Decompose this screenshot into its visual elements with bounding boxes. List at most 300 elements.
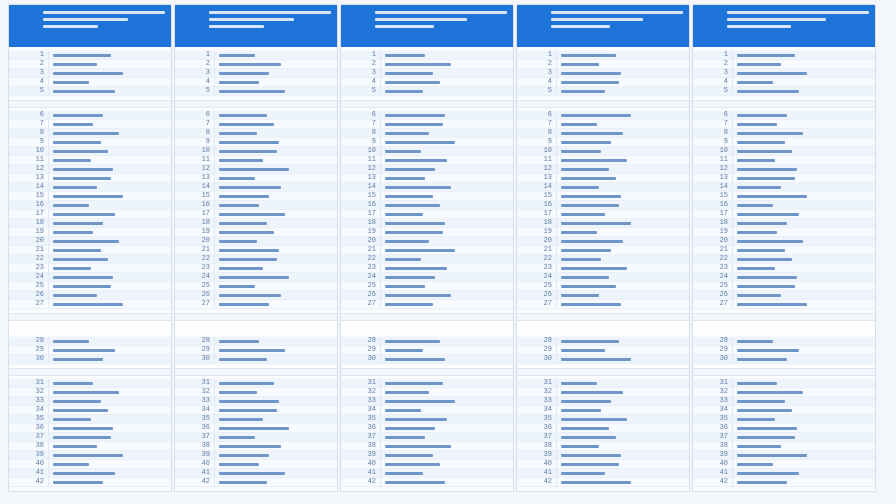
row-value [215,60,337,68]
row-group [693,109,875,311]
table-row[interactable] [341,273,513,282]
table-row[interactable] [693,355,875,364]
table-row[interactable] [9,379,171,388]
table-row[interactable] [175,138,337,147]
row-value-placeholder [737,472,799,475]
row-number: 25 [9,282,49,290]
row-value [733,451,875,459]
table-row[interactable] [9,469,171,478]
row-number: 25 [341,282,381,290]
row-value-placeholder [737,436,795,439]
table-row[interactable] [517,397,689,406]
table-row[interactable] [693,210,875,219]
table-row[interactable] [517,415,689,424]
table-row[interactable] [175,210,337,219]
table-row[interactable] [341,129,513,138]
row-value-placeholder [385,159,447,162]
table-row[interactable] [341,451,513,460]
table-row[interactable] [9,264,171,273]
table-row[interactable] [341,406,513,415]
table-row[interactable] [9,273,171,282]
table-column-5 [692,4,876,492]
table-row[interactable] [517,228,689,237]
row-value [557,282,689,290]
table-row[interactable] [517,300,689,309]
table-row[interactable] [693,237,875,246]
table-row[interactable] [341,415,513,424]
row-value-placeholder [53,285,111,288]
row-number: 19 [693,228,733,236]
table-row[interactable] [693,183,875,192]
table-row[interactable] [517,165,689,174]
table-row[interactable] [9,174,171,183]
row-number: 22 [341,255,381,263]
row-number: 38 [9,442,49,450]
row-number: 34 [175,406,215,414]
table-row[interactable] [517,183,689,192]
row-value [733,51,875,59]
row-number: 40 [341,460,381,468]
row-number: 26 [693,291,733,299]
table-row[interactable] [175,273,337,282]
table-row[interactable] [9,406,171,415]
table-row[interactable] [175,228,337,237]
table-row[interactable] [517,51,689,60]
table-row[interactable] [9,346,171,355]
row-value [215,460,337,468]
table-row[interactable] [175,469,337,478]
table-row[interactable] [9,282,171,291]
table-row[interactable] [341,282,513,291]
table-row[interactable] [693,282,875,291]
table-row[interactable] [175,165,337,174]
row-value [381,346,513,354]
table-row[interactable] [693,60,875,69]
row-value [381,406,513,414]
table-row[interactable] [9,120,171,129]
row-value [49,183,171,191]
table-row[interactable] [175,246,337,255]
table-row[interactable] [693,120,875,129]
table-row[interactable] [9,87,171,96]
table-row[interactable] [341,165,513,174]
table-column-3 [340,4,514,492]
table-row[interactable] [517,219,689,228]
table-row[interactable] [693,379,875,388]
table-row[interactable] [9,415,171,424]
table-row[interactable] [693,129,875,138]
table-row[interactable] [517,478,689,487]
table-row[interactable] [693,264,875,273]
table-row[interactable] [517,291,689,300]
table-row[interactable] [517,424,689,433]
column-header[interactable] [175,5,337,47]
table-row[interactable] [341,346,513,355]
column-header[interactable] [9,5,171,47]
table-row[interactable] [517,78,689,87]
table-row[interactable] [175,282,337,291]
table-row[interactable] [175,69,337,78]
table-row[interactable] [175,51,337,60]
table-row[interactable] [9,424,171,433]
table-row[interactable] [341,210,513,219]
row-value [49,87,171,95]
row-value-placeholder [385,481,445,484]
table-row[interactable] [341,138,513,147]
table-row[interactable] [175,201,337,210]
table-row[interactable] [693,246,875,255]
row-value [381,138,513,146]
table-row[interactable] [341,120,513,129]
table-row[interactable] [175,129,337,138]
table-row[interactable] [9,255,171,264]
table-row[interactable] [693,424,875,433]
table-row[interactable] [693,69,875,78]
table-row[interactable] [341,228,513,237]
table-row[interactable] [175,346,337,355]
table-row[interactable] [9,388,171,397]
row-number: 24 [9,273,49,281]
row-value [215,210,337,218]
table-row[interactable] [9,69,171,78]
table-row[interactable] [175,442,337,451]
table-row[interactable] [9,147,171,156]
table-row[interactable] [175,337,337,346]
table-row[interactable] [9,442,171,451]
table-row[interactable] [175,264,337,273]
table-row[interactable] [9,192,171,201]
row-value [215,174,337,182]
table-row[interactable] [9,460,171,469]
table-row[interactable] [517,138,689,147]
row-number: 3 [175,69,215,77]
table-row[interactable] [517,433,689,442]
table-row[interactable] [693,291,875,300]
table-row[interactable] [175,78,337,87]
row-value-placeholder [53,463,89,466]
table-row[interactable] [341,174,513,183]
table-row[interactable] [341,219,513,228]
table-row[interactable] [9,210,171,219]
table-row[interactable] [517,237,689,246]
row-value [381,156,513,164]
table-row[interactable] [175,379,337,388]
row-number: 37 [693,433,733,441]
row-number: 28 [341,337,381,345]
table-row[interactable] [341,201,513,210]
table-row[interactable] [693,388,875,397]
table-row[interactable] [693,433,875,442]
table-row[interactable] [9,165,171,174]
table-row[interactable] [341,255,513,264]
row-value-placeholder [53,141,101,144]
table-row[interactable] [517,469,689,478]
table-row[interactable] [517,111,689,120]
table-row[interactable] [341,424,513,433]
table-row[interactable] [9,51,171,60]
row-value-placeholder [737,177,795,180]
column-header[interactable] [517,5,689,47]
table-row[interactable] [341,192,513,201]
table-row[interactable] [341,355,513,364]
table-row[interactable] [9,78,171,87]
row-value [215,337,337,345]
table-row[interactable] [9,156,171,165]
table-row[interactable] [517,147,689,156]
table-row[interactable] [175,183,337,192]
table-row[interactable] [517,355,689,364]
row-number: 21 [517,246,557,254]
row-number: 21 [175,246,215,254]
row-number: 32 [175,388,215,396]
table-row[interactable] [517,129,689,138]
table-row[interactable] [175,388,337,397]
table-row[interactable] [341,69,513,78]
row-value-placeholder [219,90,285,93]
table-row[interactable] [517,337,689,346]
table-row[interactable] [175,111,337,120]
table-row[interactable] [9,60,171,69]
table-row[interactable] [341,397,513,406]
table-row[interactable] [517,460,689,469]
column-header[interactable] [341,5,513,47]
row-number: 8 [9,129,49,137]
table-row[interactable] [517,60,689,69]
table-row[interactable] [693,87,875,96]
table-row[interactable] [693,255,875,264]
row-value [215,192,337,200]
row-value [49,147,171,155]
table-row[interactable] [341,51,513,60]
table-row[interactable] [517,87,689,96]
table-row[interactable] [341,237,513,246]
row-number: 10 [517,147,557,155]
row-number: 30 [175,355,215,363]
table-row[interactable] [517,210,689,219]
table-row[interactable] [693,174,875,183]
table-row[interactable] [341,337,513,346]
table-row[interactable] [341,442,513,451]
table-row[interactable] [175,237,337,246]
table-row[interactable] [693,346,875,355]
table-row[interactable] [517,120,689,129]
table-row[interactable] [693,451,875,460]
table-row[interactable] [693,228,875,237]
row-number: 16 [517,201,557,209]
table-row[interactable] [517,282,689,291]
row-value-placeholder [219,294,281,297]
table-row[interactable] [175,255,337,264]
table-row[interactable] [517,346,689,355]
table-row[interactable] [341,460,513,469]
table-row[interactable] [517,255,689,264]
table-row[interactable] [341,300,513,309]
row-value [381,469,513,477]
table-row[interactable] [341,469,513,478]
table-row[interactable] [9,183,171,192]
table-row[interactable] [693,300,875,309]
table-row[interactable] [693,147,875,156]
table-row[interactable] [175,174,337,183]
table-row[interactable] [693,138,875,147]
row-value-placeholder [385,195,433,198]
table-row[interactable] [693,165,875,174]
row-number: 12 [9,165,49,173]
table-row[interactable] [517,201,689,210]
table-row[interactable] [175,478,337,487]
table-row[interactable] [175,291,337,300]
table-row[interactable] [9,300,171,309]
table-row[interactable] [9,228,171,237]
table-row[interactable] [175,120,337,129]
table-row[interactable] [517,406,689,415]
table-row[interactable] [341,156,513,165]
row-number: 10 [175,147,215,155]
table-row[interactable] [341,433,513,442]
row-value-placeholder [385,90,423,93]
table-row[interactable] [341,478,513,487]
row-value [733,147,875,155]
row-number: 13 [341,174,381,182]
table-row[interactable] [517,388,689,397]
row-value [733,174,875,182]
table-row[interactable] [9,219,171,228]
row-value-placeholder [737,258,792,261]
row-value-placeholder [53,177,111,180]
table-row[interactable] [341,183,513,192]
table-row[interactable] [175,60,337,69]
table-row[interactable] [341,111,513,120]
table-row[interactable] [341,246,513,255]
table-row[interactable] [341,78,513,87]
table-row[interactable] [9,337,171,346]
table-row[interactable] [517,69,689,78]
table-row[interactable] [693,51,875,60]
row-number: 26 [341,291,381,299]
table-row[interactable] [693,442,875,451]
table-row[interactable] [517,264,689,273]
table-row[interactable] [693,469,875,478]
row-value-placeholder [219,54,255,57]
table-row[interactable] [341,388,513,397]
table-row[interactable] [517,379,689,388]
table-row[interactable] [693,192,875,201]
table-row[interactable] [175,406,337,415]
table-row[interactable] [341,147,513,156]
table-row[interactable] [175,147,337,156]
table-row[interactable] [9,201,171,210]
row-value-placeholder [53,123,93,126]
table-row[interactable] [175,300,337,309]
table-row[interactable] [9,451,171,460]
row-value-placeholder [385,294,451,297]
row-value-placeholder [561,463,619,466]
row-value-placeholder [53,472,115,475]
row-value [49,273,171,281]
table-row[interactable] [693,478,875,487]
table-row[interactable] [9,138,171,147]
table-row[interactable] [517,451,689,460]
row-number: 17 [693,210,733,218]
table-row[interactable] [693,201,875,210]
row-value-placeholder [219,418,263,421]
row-value [557,273,689,281]
table-row[interactable] [693,337,875,346]
table-row[interactable] [175,87,337,96]
table-row[interactable] [341,291,513,300]
table-row[interactable] [517,273,689,282]
table-row[interactable] [175,397,337,406]
table-row[interactable] [175,355,337,364]
row-number: 30 [9,355,49,363]
table-row[interactable] [175,415,337,424]
row-value-placeholder [385,285,425,288]
table-row[interactable] [9,397,171,406]
row-value [49,282,171,290]
column-header[interactable] [693,5,875,47]
table-row[interactable] [517,174,689,183]
table-row[interactable] [693,397,875,406]
row-value [49,156,171,164]
table-row[interactable] [175,192,337,201]
table-row[interactable] [341,87,513,96]
table-row[interactable] [175,460,337,469]
row-value-placeholder [737,240,803,243]
table-row[interactable] [341,379,513,388]
table-row[interactable] [9,433,171,442]
table-row[interactable] [9,129,171,138]
table-row[interactable] [517,156,689,165]
table-row[interactable] [175,433,337,442]
table-row[interactable] [175,451,337,460]
table-row[interactable] [175,424,337,433]
table-row[interactable] [517,192,689,201]
table-row[interactable] [175,219,337,228]
table-row[interactable] [9,246,171,255]
table-row[interactable] [9,291,171,300]
table-row[interactable] [693,460,875,469]
table-row[interactable] [693,273,875,282]
table-row[interactable] [517,442,689,451]
table-row[interactable] [341,60,513,69]
row-value-placeholder [385,168,435,171]
table-row[interactable] [9,111,171,120]
row-value-placeholder [53,294,97,297]
row-value-placeholder [561,114,631,117]
table-row[interactable] [693,111,875,120]
table-row[interactable] [693,78,875,87]
row-value-placeholder [219,114,267,117]
row-number: 20 [517,237,557,245]
row-value [733,255,875,263]
row-value-placeholder [53,90,115,93]
table-row[interactable] [175,156,337,165]
table-row[interactable] [9,478,171,487]
row-number: 29 [341,346,381,354]
table-row[interactable] [693,219,875,228]
table-row[interactable] [517,246,689,255]
table-row[interactable] [341,264,513,273]
table-row[interactable] [693,156,875,165]
row-number: 18 [341,219,381,227]
table-row[interactable] [693,415,875,424]
row-value [49,264,171,272]
table-row[interactable] [9,237,171,246]
table-row[interactable] [9,355,171,364]
section-divider [341,368,513,376]
table-row[interactable] [693,406,875,415]
row-value [381,165,513,173]
